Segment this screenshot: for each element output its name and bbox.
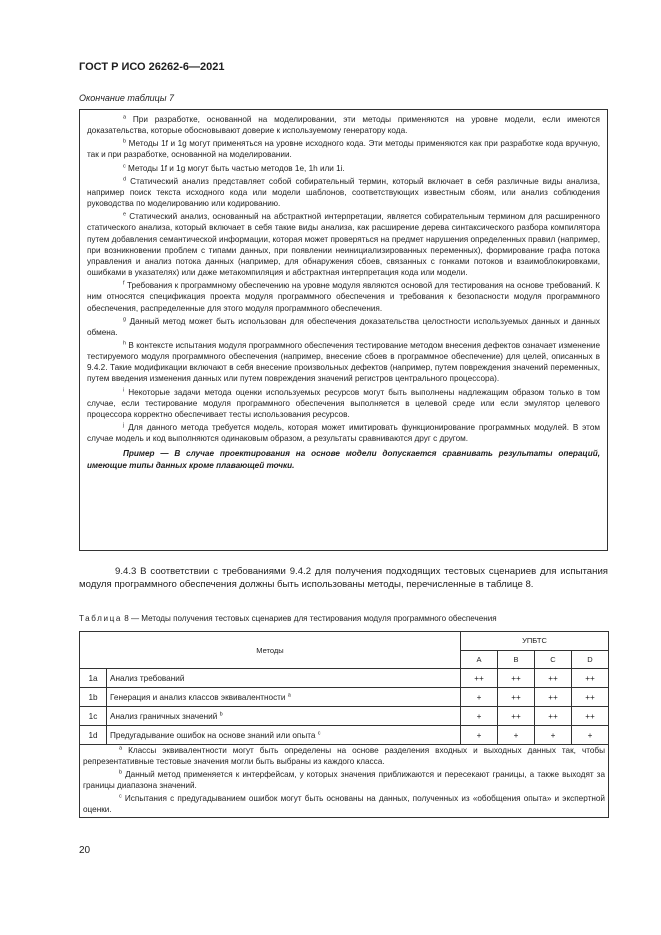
row-value-d: ++ <box>572 707 609 726</box>
note-mark: h <box>123 340 127 347</box>
note-text: Некоторые задачи метода оценки используемых ресурсов могут быть выполнены надлежащим образом только в том случае, если тестирование модуля программного обеспечения выполняется в целевой среде или если эмулятор целевого процессора корректно обеспечивает тесты использования ресурсов. <box>87 387 600 419</box>
note-text: Требования к программному обеспечению на уровне модуля являются основой для тестирования на основе требований. К ним относятся спецификация проекта модуля программного обеспечения и требования к безопасности модуля программного обеспечения, распределенные для этого модуля программного обеспечения. <box>87 281 600 313</box>
note-mark: b <box>123 138 127 145</box>
note <box>87 387 600 420</box>
row-value-c: ++ <box>535 707 572 726</box>
row-method-text: Анализ требований <box>110 673 185 683</box>
row-method-text: Анализ граничных значений <box>110 711 218 721</box>
row-value-a: ++ <box>461 669 498 688</box>
row-value-b: ++ <box>498 669 535 688</box>
row-code: 1b <box>80 688 107 707</box>
row-value-a: + <box>461 726 498 745</box>
row-method-text: Генерация и анализ классов эквивалентности <box>110 692 286 702</box>
note <box>87 422 600 444</box>
table-note-mark: a <box>119 745 123 752</box>
note-mark: d <box>123 176 127 183</box>
row-code: 1c <box>80 707 107 726</box>
note-text: Методы 1f и 1g могут быть частью методов 1e, 1h или 1i. <box>128 163 345 173</box>
header-col-b: B <box>498 650 535 669</box>
note-mark: e <box>123 211 127 218</box>
table-row <box>80 669 609 688</box>
note <box>87 316 600 338</box>
table-note-text: Данный метод применяется к интерфейсам, у которых значения приближаются и пересекают границы, а также выходят за границы диапазона значений. <box>83 770 605 790</box>
caption-text: 8 — Методы получения тестовых сценариев для тестирования модуля программного обеспечения <box>124 614 497 623</box>
table-header-row <box>80 632 609 651</box>
row-value-d: ++ <box>572 688 609 707</box>
note-mark: i <box>123 386 125 393</box>
row-value-d: + <box>572 726 609 745</box>
row-code: 1d <box>80 726 107 745</box>
continuation-label: Окончание таблицы 7 <box>79 93 174 103</box>
row-note-ref: a <box>287 691 291 698</box>
note <box>87 340 600 385</box>
table7-notes-box <box>79 109 608 551</box>
note-text: Методы 1f и 1g могут применяться на уровне исходного кода. Эти методы применяются как при разработке кода вручную, так и при разработке, основанной на моделировании. <box>87 139 600 160</box>
note <box>87 163 600 174</box>
caption-prefix: Таблица <box>79 614 122 623</box>
note-text: При разработке, основанной на моделировании, эти методы применяются на уровне модели, если имеются доказательства, которые обосновывают доверие к используемому генератору кода. <box>87 115 600 136</box>
table-note-mark: b <box>119 769 123 776</box>
note-mark: c <box>123 162 126 169</box>
row-value-b: + <box>498 726 535 745</box>
table-note-mark: c <box>119 793 122 800</box>
document-header: ГОСТ Р ИСО 26262-6—2021 <box>79 61 225 73</box>
section-paragraph: 9.4.3 В соответствии с требованиями 9.4.2 для получения подходящих тестовых сценариев для испытания модуля программного обеспечения должны быть использованы методы, перечисленные в таблице 8. <box>79 566 608 590</box>
row-value-c: ++ <box>535 669 572 688</box>
note-text: Данный метод может быть использован для обеспечения доказательства целостности используемых данных и данных обмена. <box>87 316 601 337</box>
row-value-c: + <box>535 726 572 745</box>
note <box>87 211 600 278</box>
note <box>87 138 600 160</box>
table-row <box>80 707 609 726</box>
note <box>87 176 600 209</box>
row-value-a: + <box>461 688 498 707</box>
header-col-d: D <box>572 650 609 669</box>
row-value-d: ++ <box>572 669 609 688</box>
header-methods: Методы <box>80 632 461 669</box>
row-method <box>107 669 461 688</box>
table-note-text: Испытания с предугадыванием ошибок могут быть основаны на данных, полученных из «обобщения опыта» и экспертной оценки. <box>83 794 605 814</box>
row-code: 1a <box>80 669 107 688</box>
note-mark: a <box>123 114 127 121</box>
table8-caption <box>79 614 497 623</box>
note-text: Для данного метода требуется модель, которая может имитировать функционирование программных модулей. В этом случае модель и код выполняются одинаковым образом, а результаты сравниваются друг с другом. <box>87 423 600 444</box>
note-mark: j <box>123 422 125 429</box>
table-row <box>80 726 609 745</box>
table-notes-row <box>80 745 609 818</box>
note-mark: g <box>123 315 127 322</box>
row-note-ref: c <box>317 729 321 736</box>
note-text: Статический анализ, основанный на абстрактной интерпретации, является собирательным термином для расширенного статического анализа, который включает в себя такие виды анализа, как расширение дерева синтаксического разбора компилятора путем добавления семантической информации, которая может проверяться на предмет нарушения определенных правил (например, при возникновении проблем с типами данных, при появлении неинициализированных переменных), формирование графа потока управления и анализ потока данных (например, для обнаружения сбоев, связанных с гонками потоков и взаимоблокировками, ошибками в указателях) или даже метакомпиляция и абстрактная интерпретация кода или модели. <box>87 212 600 278</box>
table-row <box>80 688 609 707</box>
note-text: Статический анализ представляет собой собирательный термин, который включает в себя различные виды анализа, например поиск текста исходного кода или модели шаблонов, соответствующих известным сбоям, или анализ соблюдения руководства по моделированию или кодированию. <box>87 176 600 209</box>
row-method <box>107 707 461 726</box>
note-mark: f <box>123 280 125 287</box>
row-method-text: Предугадывание ошибок на основе знаний или опыта <box>110 730 316 740</box>
table-note <box>83 793 605 815</box>
header-col-a: A <box>461 650 498 669</box>
row-method <box>107 688 461 707</box>
table-note <box>83 745 605 767</box>
row-method <box>107 726 461 745</box>
example-note: Пример — В случае проектирования на основе модели допускается сравнивать результаты операций, имеющие типы данных кроме плавающей точки. <box>87 449 600 470</box>
note <box>87 280 600 313</box>
row-value-a: + <box>461 707 498 726</box>
row-value-b: ++ <box>498 688 535 707</box>
table-notes <box>80 745 609 818</box>
table8 <box>79 631 609 818</box>
row-value-b: ++ <box>498 707 535 726</box>
row-value-c: ++ <box>535 688 572 707</box>
table-note-text: Классы эквивалентности могут быть определены на основе разделения входных и выходных данных так, чтобы репрезентативные тестовые значения могли быть выбраны из каждого класса. <box>83 746 605 766</box>
page-number: 20 <box>79 845 91 856</box>
row-note-ref: b <box>219 710 223 717</box>
header-col-c: C <box>535 650 572 669</box>
header-group: УПБТС <box>461 632 609 651</box>
note-text: В контексте испытания модуля программного обеспечения тестирование методом внесения дефектов означает изменение тестируемого модуля программного обеспечения (например, внесение сбоев в программное обеспечение) для целей, описанных в 9.4.2. Такие модификации включают в себя внесение произвольных дефектов (например, путем повреждения значений переменных, путем введения изменения данных или путем повреждения значений регистров центрального процессора). <box>87 340 600 384</box>
table-note <box>83 769 605 791</box>
note <box>87 114 600 136</box>
